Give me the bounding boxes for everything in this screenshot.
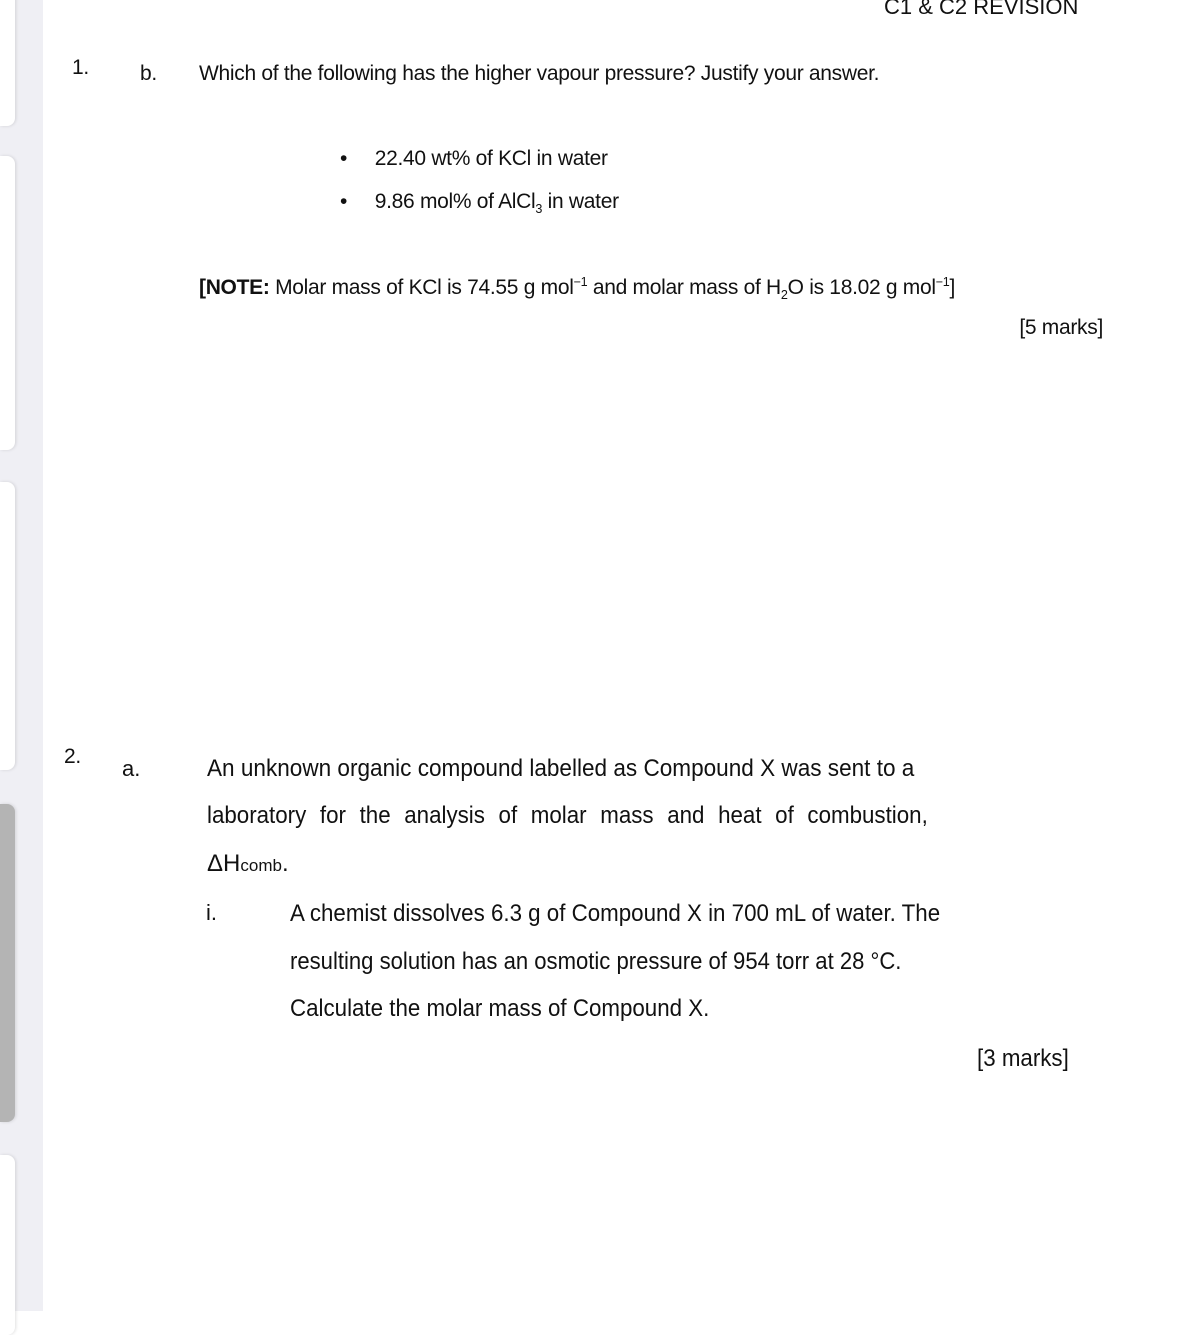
marks: [3 marks] [977,1045,1069,1072]
subscript: 2 [780,288,788,303]
note-text: ] [949,276,956,299]
page-thumbnail-sidebar [0,0,43,1311]
question-text-line: An unknown organic compound labelled as Compound X was sent to a [207,755,915,782]
page-thumbnail-5[interactable] [0,1155,15,1335]
option-item: • 22.40 wt% of KCl in water [340,147,608,170]
subscript: 3 [535,202,543,217]
marks: [5 marks] [1019,316,1103,339]
question-text: Which of the following has the higher vapour pressure? Justify your answer. [199,62,880,85]
subpart-label: i. [206,900,217,925]
subpart-text-line: A chemist dissolves 6.3 g of Compound X in 700 mL of water. The [290,900,941,927]
part-label: b. [140,62,157,85]
note-text: and molar mass of H [587,276,781,299]
subpart-text-line: Calculate the molar mass of Compound X. [290,995,710,1022]
page-thumbnail-2[interactable] [0,156,15,450]
page-thumbnail-4-selected[interactable] [0,804,15,1122]
option-item: • 9.86 mol% of AlCl$_3$ in water [340,190,619,217]
delta-h-comb [207,850,289,878]
note-text: O is 18.02 g mol [787,276,936,299]
page-thumbnail-1[interactable] [0,0,15,126]
question-text-line: laboratory for the analysis of molar mass and heat of combustion, [207,802,928,829]
subpart-text-line: resulting solution has an osmotic pressure of 954 torr at 28 °C. [290,948,902,975]
option-text: 22.40 wt% of KCl in water [374,147,608,170]
option-text: in water [542,190,619,213]
note-text: Molar mass of KCl is 74.55 g mol [269,276,574,299]
superscript: −1 [573,275,588,289]
part-label: a. [122,756,141,781]
period: . [281,850,289,877]
subscript: comb [240,856,282,875]
question-number: 2. [64,745,81,768]
question-number: 1. [72,56,89,79]
page-thumbnail-3[interactable] [0,482,15,770]
note-prefix: [NOTE: [199,276,270,299]
superscript: −1 [935,275,950,289]
note [199,275,955,302]
delta-h: ΔH [207,850,241,877]
header-title: C1 & C2 REVISION [884,0,1079,19]
option-text: 9.86 mol% of AlCl [374,190,536,213]
